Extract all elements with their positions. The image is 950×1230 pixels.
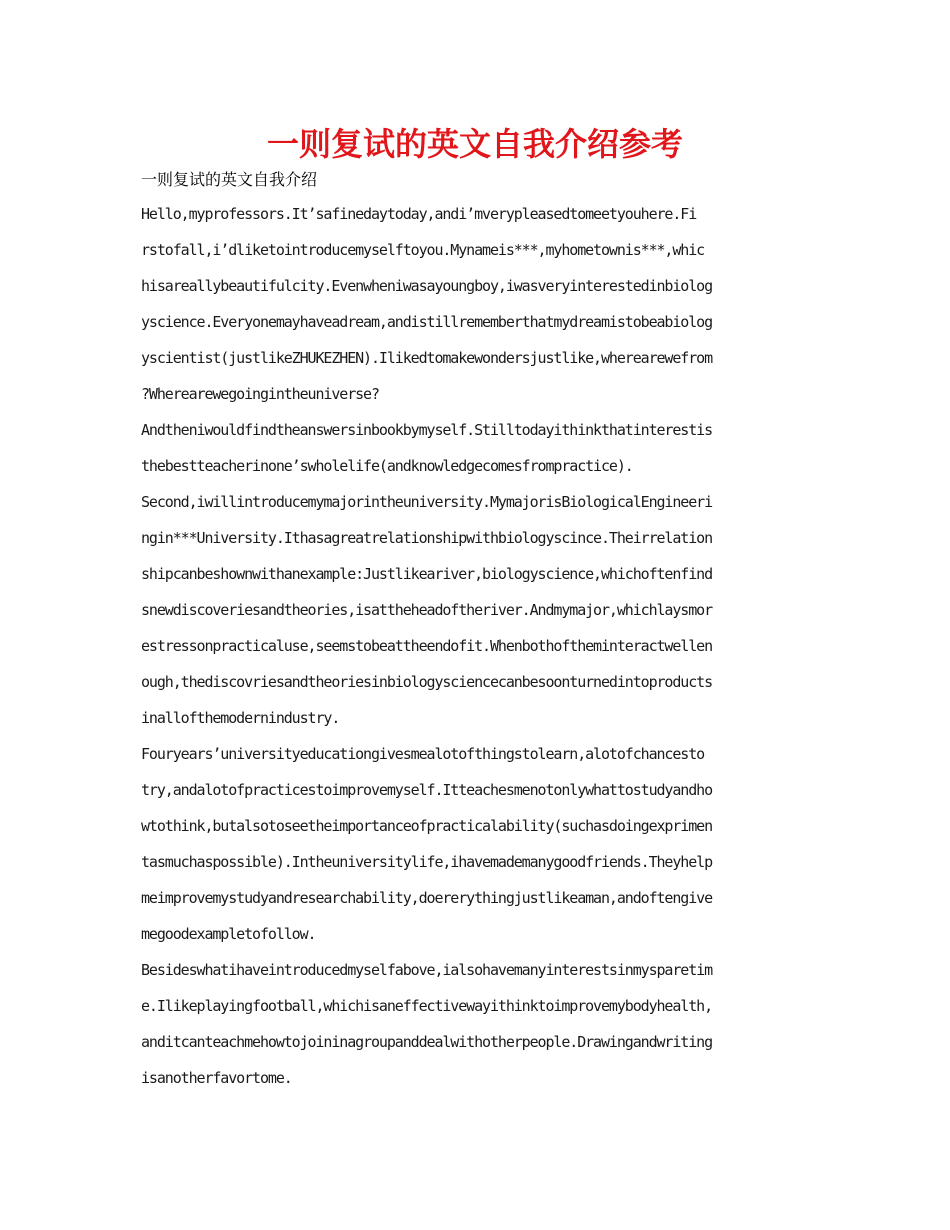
- text-line: yscientist(justlikeZHUKEZHEN).Ilikedtomakewondersjustlike,wherearewefrom: [141, 349, 713, 367]
- text-line: Besideswhatihaveintroducedmyselfabove,ialsohavemanyinterestsinmysparetim: [141, 961, 713, 979]
- text-line: ough,thediscovriesandtheoriesinbiologysciencecanbesoonturnedintoproducts: [141, 673, 713, 691]
- text-line: shipcanbeshownwithanexample:Justlikeariver,biologyscience,whichoftenfind: [141, 565, 713, 583]
- text-line: ?Wherearewegoingintheuniverse?: [141, 385, 379, 403]
- text-line: megoodexampletofollow.: [141, 925, 316, 943]
- text-line: wtothink,butalsotoseetheimportanceofpracticalability(suchasdoingexprimen: [141, 817, 713, 835]
- text-line: Hello,myprofessors.It’safinedaytoday,andi’mverypleasedtomeetyouhere.Fi: [141, 205, 697, 223]
- text-line: Fouryears’universityeducationgivesmealotofthingstolearn,alotofchancesto: [141, 745, 705, 763]
- text-line: snewdiscoveriesandtheories,isattheheadoftheriver.Andmymajor,whichlaysmor: [141, 601, 713, 619]
- text-line: yscience.Everyonemayhaveadream,andistillrememberthatmydreamistobeabiolog: [141, 313, 713, 331]
- text-line: hisareallybeautifulcity.Evenwheniwasayoungboy,iwasveryinterestedinbiolog: [141, 277, 713, 295]
- document-body: [141, 196, 811, 1096]
- text-line: tasmuchaspossible).Intheuniversitylife,ihavemademanygoodfriends.Theyhelp: [141, 853, 713, 871]
- text-line: ngin***University.Ithasagreatrelationshipwithbiologyscince.Theirrelation: [141, 529, 713, 547]
- text-line: Andtheniwouldfindtheanswersinbookbymyself.Stilltodayithinkthatinterestis: [141, 421, 713, 439]
- document-title: 一则复试的英文自我介绍参考: [266, 125, 683, 163]
- text-line: meimprovemystudyandresearchability,doererythingjustlikeaman,andoftengive: [141, 889, 713, 907]
- text-line: estressonpracticaluse,seemstobeattheendofit.Whenbothoftheminteractwellen: [141, 637, 713, 655]
- text-line: e.Ilikeplayingfootball,whichisaneffectivewayithinktoimprovemybodyhealth,: [141, 997, 713, 1015]
- text-line: inallofthemodernindustry.: [141, 709, 340, 727]
- text-line: try,andalotofpracticestoimprovemyself.Itteachesmenotonlywhattostudyandho: [141, 781, 713, 799]
- text-line: Second,iwillintroducemymajorintheuniversity.MymajorisBiologicalEngineeri: [141, 493, 713, 511]
- text-line: thebestteacherinone’swholelife(andknowledgecomesfrompractice).: [141, 457, 633, 475]
- text-line: anditcanteachmehowtojoininagroupanddealwithotherpeople.Drawingandwriting: [141, 1033, 713, 1051]
- document-subtitle: 一则复试的英文自我介绍: [141, 170, 318, 189]
- text-line: rstofall,i’dliketointroducemyselftoyou.Mynameis***,myhometownis***,whic: [141, 241, 705, 259]
- text-line: isanotherfavortome.: [141, 1069, 292, 1087]
